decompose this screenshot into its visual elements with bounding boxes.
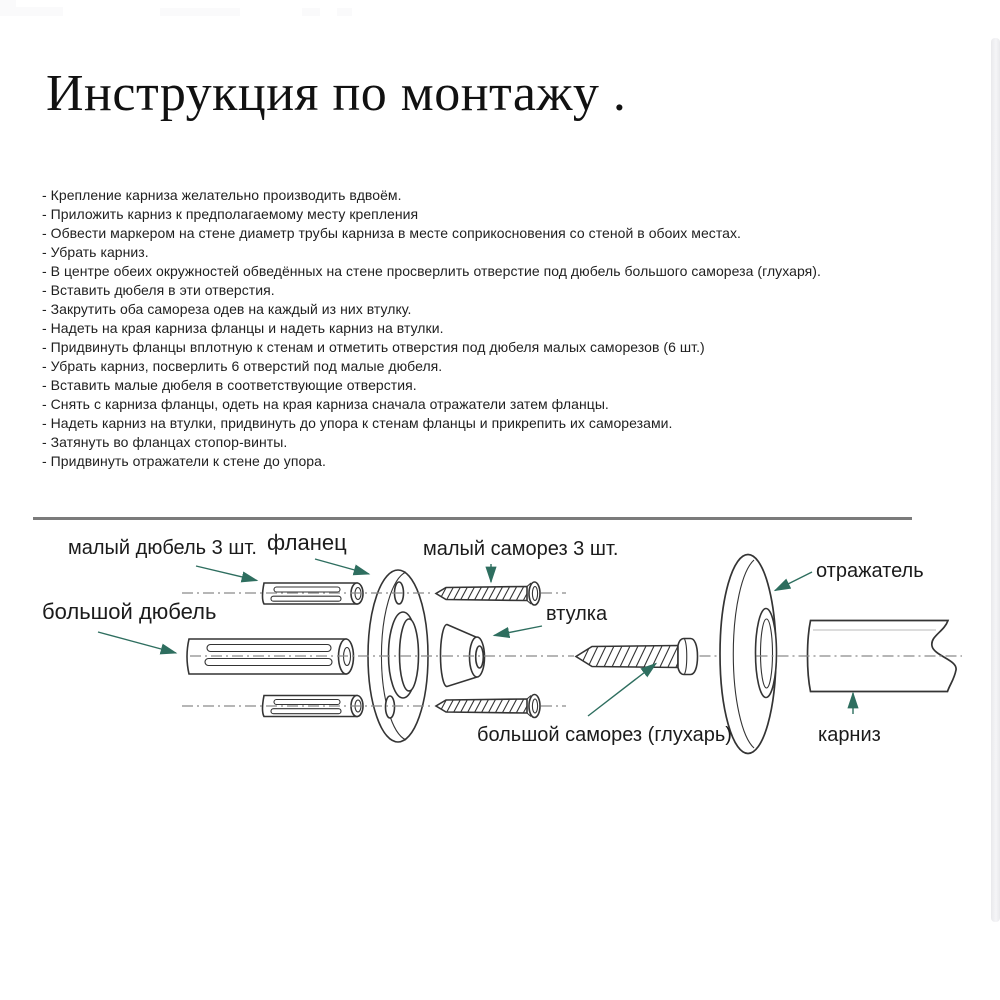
small-screw-bottom-drawing (436, 695, 540, 718)
instruction-line: - Приложить карниз к предполагаемому месту крепления (42, 206, 419, 222)
instruction-line: - Придвинуть отражатели к стене до упора. (42, 453, 326, 469)
label-small-screw: малый саморез 3 шт. (423, 538, 619, 560)
label-small-dowel: малый дюбель 3 шт. (68, 537, 257, 559)
instruction-line: - Надеть карниз на втулки, придвинуть до упора к стенам фланцы и прикрепить их саморезами. (42, 415, 673, 431)
label-reflector: отражатель (816, 560, 924, 582)
instruction-line: - Убрать карниз, посверлить 6 отверстий под малые дюбеля. (42, 358, 443, 374)
instruction-line: - Обвести маркером на стене диаметр трубы карниза в месте соприкосновения со стеной в обоих местах. (42, 225, 741, 241)
label-rod: карниз (818, 724, 881, 746)
instruction-line: - Вставить дюбеля в эти отверстия. (42, 282, 275, 298)
instruction-line: - Надеть на края карниза фланцы и надеть карниз на втулки. (42, 320, 444, 336)
instruction-line: - Затянуть во фланцах стопор-винты. (42, 434, 288, 450)
label-big-screw: большой саморез (глухарь) (477, 724, 732, 746)
instruction-line: - Снять с карниза фланцы, одеть на края карниза сначала отражатели затем фланцы. (42, 396, 609, 412)
small-screw-top-drawing (436, 582, 540, 605)
right-edge-strip (991, 38, 1000, 922)
label-flange: фланец (267, 530, 347, 555)
instruction-line: - Вставить малые дюбеля в соответствующие отверстия. (42, 377, 417, 393)
instruction-line: - Крепление карниза желательно производить вдвоём. (42, 187, 402, 203)
page-title: Инструкция по монтажу . (46, 65, 627, 122)
label-bushing: втулка (546, 603, 608, 625)
flange-drawing (368, 570, 428, 742)
big-screw-drawing (576, 639, 698, 675)
label-big-dowel: большой дюбель (42, 599, 217, 624)
instruction-line: - Придвинуть фланцы вплотную к стенам и отметить отверстия под дюбеля малых саморезов (6 шт.) (42, 339, 705, 355)
instruction-line: - В центре обеих окружностей обведённых на стене просверлить отверстие под дюбель большого самореза (глухаря). (42, 263, 821, 279)
instruction-line: - Закрутить оба самореза одев на каждый из них втулку. (42, 301, 412, 317)
instruction-line: - Убрать карниз. (42, 244, 149, 260)
